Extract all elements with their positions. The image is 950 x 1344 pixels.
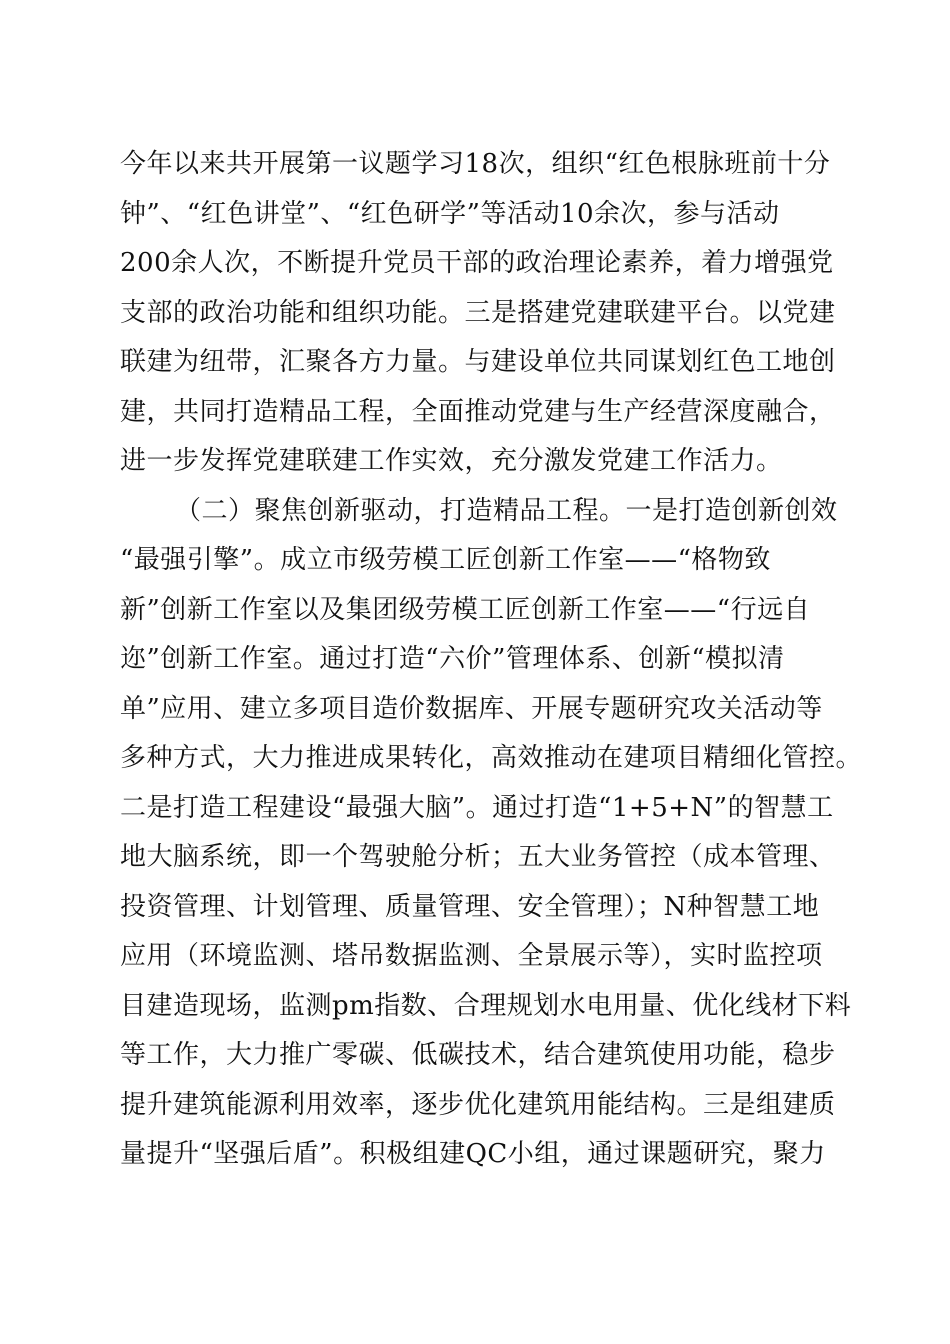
text-line: 钟”、“红色讲堂”、“红色研学”等活动10余次，参与活动 xyxy=(120,198,780,229)
text-line: 单”应用、建立多项目造价数据库、开展专题研究攻关活动等 xyxy=(120,693,823,724)
text-line: 200余人次，不断提升党员干部的政治理论素养，着力增强党 xyxy=(120,248,834,278)
body-text xyxy=(120,140,863,1180)
text-line: 今年以来共开展第一议题学习18次，组织“红色根脉班前十分 xyxy=(120,149,831,179)
text-line: 投资管理、计划管理、质量管理、安全管理）；N种智慧工地 xyxy=(120,891,820,922)
section-heading-line: （二）聚焦创新驱动，打造精品工程。一是打造创新创效 xyxy=(175,495,838,526)
text-line: 量提升“坚强后盾”。积极组建QC小组，通过课题研究，聚力 xyxy=(120,1139,826,1169)
text-line: 二是打造工程建设“最强大脑”。通过打造“1+5+N”的智慧工 xyxy=(120,792,834,823)
text-line: 联建为纽带，汇聚各方力量。与建设单位共同谋划红色工地创 xyxy=(120,347,836,377)
text-line: 迩”创新工作室。通过打造“六价”管理体系、创新“模拟清 xyxy=(120,644,785,674)
text-line: 进一步发挥党建联建工作实效，充分激发党建工作活力。 xyxy=(120,446,783,476)
text-line: 多种方式，大力推进成果转化，高效推动在建项目精细化管控。 xyxy=(120,743,863,773)
text-line: 支部的政治功能和组织功能。三是搭建党建联建平台。以党建 xyxy=(120,297,836,328)
text-line: 提升建筑能源利用效率，逐步优化建筑用能结构。三是组建质 xyxy=(120,1089,836,1120)
text-line: 应用（环境监测、塔吊数据监测、全景展示等），实时监控项 xyxy=(120,941,823,971)
text-line: 地大脑系统，即一个驾驶舱分析；五大业务管控（成本管理、 xyxy=(120,842,836,872)
text-line: “最强引擎”。成立市级劳模工匠创新工作室——“格物致 xyxy=(120,545,771,575)
text-line: 建，共同打造精品工程，全面推动党建与生产经营深度融合， xyxy=(120,396,836,427)
text-line: 等工作，大力推广零碳、低碳技术，结合建筑使用功能，稳步 xyxy=(120,1040,836,1070)
text-line: 新”创新工作室以及集团级劳模工匠创新工作室——“行远自 xyxy=(120,594,811,625)
text-line: 目建造现场，监测pm指数、合理规划水电用量、优化线材下料 xyxy=(120,990,852,1021)
